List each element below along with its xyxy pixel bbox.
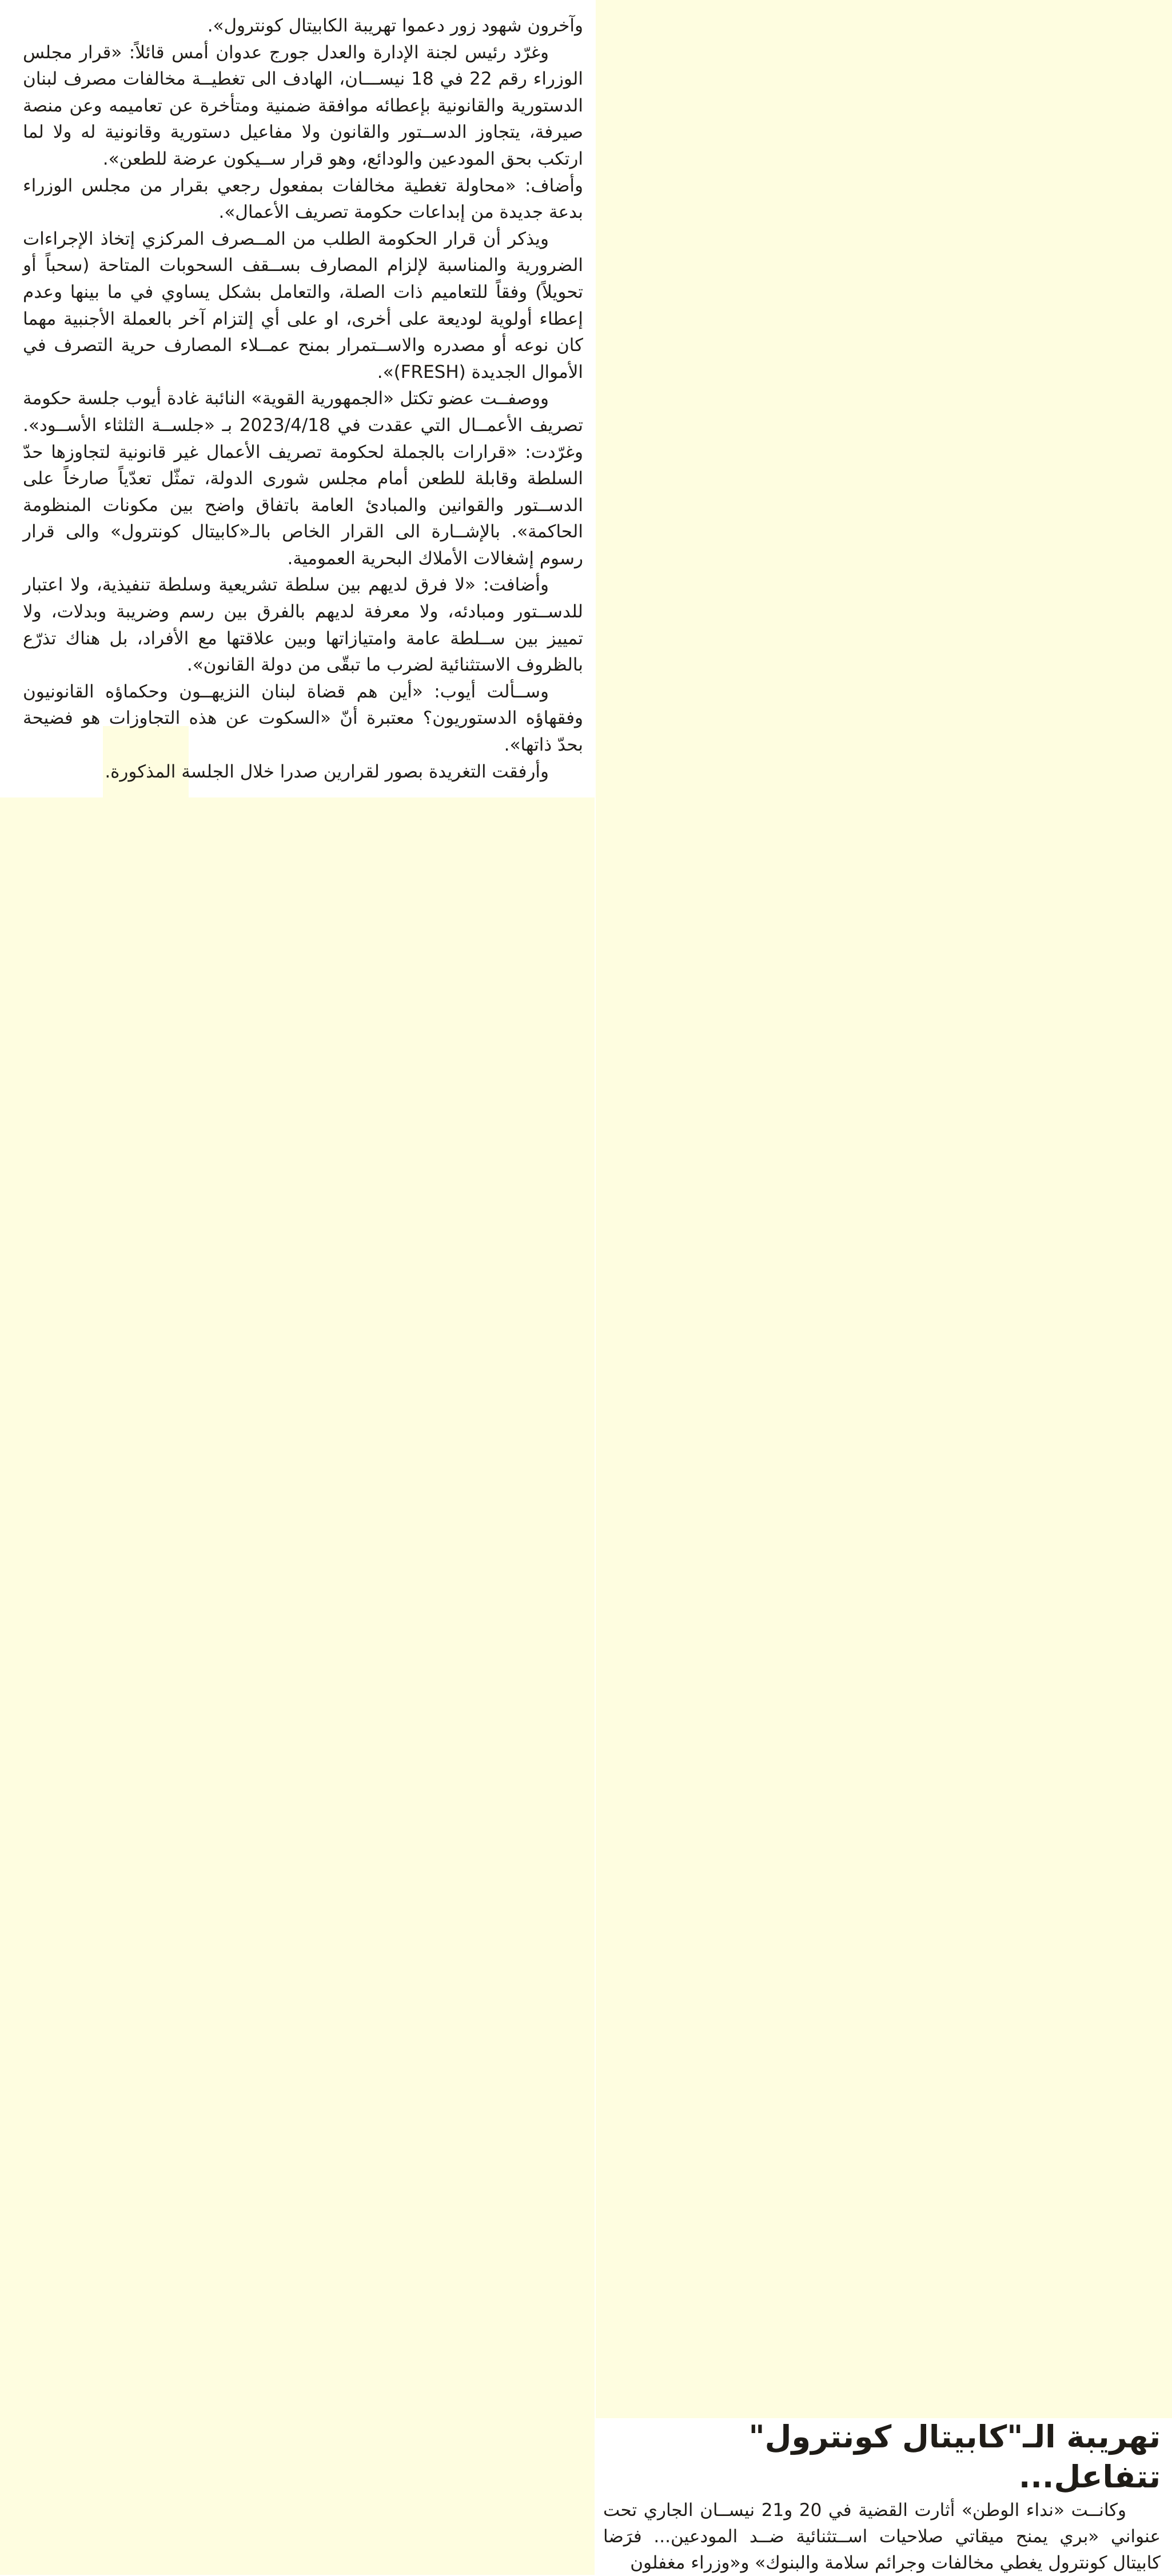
- article-paragraph: وســألت أيوب: «أين هم قضاة لبنان النزيهــون وحكماؤه القانونيون وفقهاؤه الدستوريون؟ معتبرة أنّ «السكوت عن هذه التجاوزات هو فضيحة بحدّ ذاتها».: [23, 681, 583, 756]
- side-article-body: وكانــت «نداء الوطن» أثارت القضية في 20 و21 نيســان الجاري تحت عنواني «بري يمنح ميقاتي صلاحيات اســتثنائية ضــد المودعين... فرَضا كابيتال كونترول يغطي مخالفات وجرائم سلامة والبنوك» و«وزراء مغفلون: [603, 2500, 1161, 2573]
- article-paragraph: ويذكر أن قرار الحكومة الطلب من المــصرف المركزي إتخاذ الإجراءات الضرورية والمناسبة لإلزام المصارف بســقف السحوبات المتاحة (سحباً أو تحويلاً) وفقاً للتعاميم ذات الصلة، والتعامل بشكل يساوي في ما بينها وعدم إعطاء أولوية لوديعة على أخرى، او على أي إلتزام آخر بالعملة الأجنبية مهما كان نوعه أو مصدره والاســتمرار بمنح عمــلاء المصارف حرية التصرف في الأموال الجديدة (FRESH)».: [23, 228, 583, 382]
- article-paragraph: وأضافت: «لا فرق لديهم بين سلطة تشريعية وسلطة تنفيذية، ولا اعتبار للدســتور ومبادئه، ولا معرفة لديهم بالفرق بين رسم وضريبة وبدلات، ولا تمييز بين ســلطة عامة وامتيازاتها وبين علاقتها مع الأفراد، بل هناك تذرّع بالظروف الاستثنائية لضرب ما تبقّى من دولة القانون».: [23, 575, 583, 676]
- article-paragraph: وأضاف: «محاولة تغطية مخالفات بمفعول رجعي بقرار من مجلس الوزراء بدعة جديدة من إبداعات حكومة تصريف الأعمال».: [23, 175, 583, 223]
- article-continuation: [23, 13, 583, 785]
- article-paragraph: وغرّد رئيس لجنة الإدارة والعدل جورج عدوان أمس قائلاً: «قرار مجلس الوزراء رقم 22 في 18 نيســـان، الهادف الى تغطيــة مخالفات مصرف لبنان الدستورية والقانونية بإعطائه موافقة ضمنية ومتأخرة عن تعاميمه وعن منصة صيرفة، يتجاوز الدســتور والقانون ولا مفاعيل دستورية وقانونية له ولا لما ارتكب بحق المودعين والودائع، وهو قرار ســيكون عرضة للطعن».: [23, 42, 583, 169]
- highlight-panel-right: [596, 0, 1172, 2418]
- article-paragraph: وأرفقت التغريدة بصور لقرارين صدرا خلال الجلسة المذكورة.: [105, 761, 549, 782]
- side-article-title: تهريبة الـ"كابيتال كونترول" تتفاعل...: [748, 2419, 1161, 2495]
- article-paragraph: وآخرون شهود زور دعموا تهريبة الكابيتال كونترول».: [207, 15, 583, 36]
- highlight-panel-left: [0, 797, 595, 2575]
- article-paragraph: ووصفــت عضو تكتل «الجمهورية القوية» النائبة غادة أيوب جلسة حكومة تصريف الأعمــال التي عقدت في 2023/4/18 بـ «جلســة الثلثاء الأســود». وغرّدت: «قرارات بالجملة لحكومة تصريف الأعمال غير قانونية لتجاوزها حدّ السلطة وقابلة للطعن أمام مجلس شورى الدولة، تمثّل تعدّياً صارخاً على الدســتور والقوانين والمبادئ العامة باتفاق واضح بين مكونات المنظومة الحاكمة». بالإشــارة الى القرار الخاص بالـ«كابيتال كونترول» والى قرار رسوم إشغالات الأملاك البحرية العمومية.: [23, 388, 583, 569]
- side-article: [603, 2417, 1161, 2576]
